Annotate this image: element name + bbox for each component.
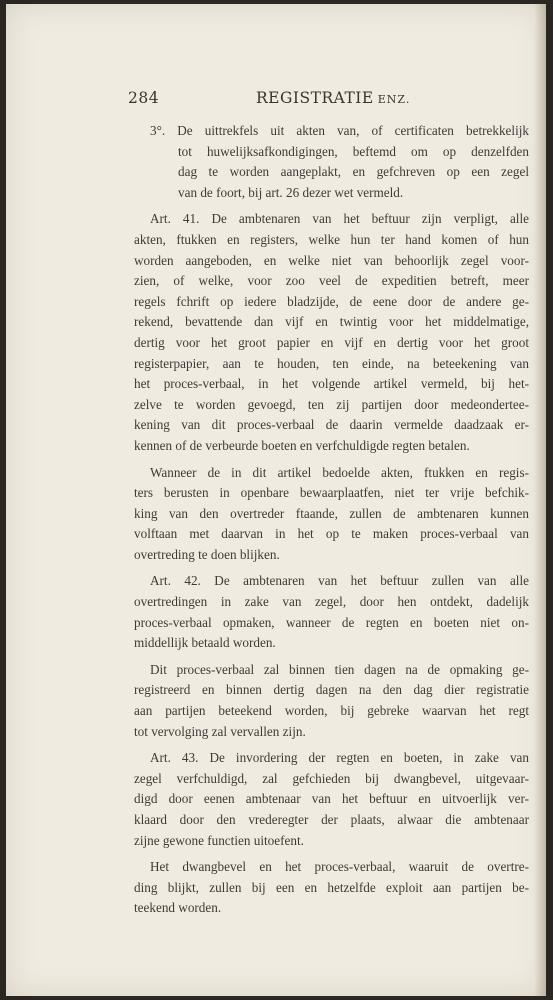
text-line: regels fchrift op iedere bladzijde, de eene door de andere ge- [134, 293, 529, 309]
text-line: ding blijkt, zullen bij een en hetzelfde exploit aan partijen be- [134, 879, 529, 895]
text-line: tot huwelijksafkondigingen, beftemd om op denzelfden [178, 143, 529, 159]
book-page [6, 4, 546, 996]
text-line: Dit proces-verbaal zal binnen tien dagen na de opmaking ge- [150, 661, 529, 677]
text-line: het proces-verbaal, in het volgende artikel vermeld, bij het- [134, 376, 529, 392]
text-line: aan partijen beteekend worden, bij gebreke waarvan het regt [134, 703, 529, 719]
text-line: digd door eenen ambtenaar van het beftuur en uitvoerlijk ver- [134, 791, 529, 807]
text-line: ters berusten in openbare bewaarplaatfen, niet ter vrije befchik- [134, 485, 529, 501]
text-line: king van den overtreder ftaande, zullen de ambtenaren kunnen [134, 505, 529, 521]
text-line: akten, ftukken en registers, welke hun ter hand komen of hun [134, 231, 529, 247]
text-line: dertig voor het groot papier en vijf en dertig voor het groot [134, 334, 529, 350]
enumerated-item [134, 121, 529, 203]
running-title-main: REGISTRATIE [256, 89, 374, 107]
running-title [256, 89, 410, 107]
text-line: Wanneer de in dit artikel bedoelde akten, ftukken en regis- [150, 464, 529, 480]
text-line: rekend, bevattende dan vijf en twintig voor het middelmatige, [134, 314, 529, 330]
text-line: teekend worden. [134, 900, 222, 916]
text-line: proces-verbaal opmaken, wanneer de regten en boeten niet on- [134, 614, 529, 630]
article-paragraph [134, 571, 529, 653]
text-line: volftaan met daarvan in het op te maken proces-verbaal van [134, 526, 529, 542]
text-line: kening van dit proces-verbaal de daarin vermelde daadzaak er- [134, 417, 529, 433]
text-line: Art. 42. De ambtenaren van het beftuur zullen van alle [150, 573, 529, 589]
text-line: Het dwangbevel en het proces-verbaal, waaruit de overtre- [150, 859, 529, 875]
running-title-small: ENZ. [377, 93, 411, 106]
text-line: zelve te worden gevoegd, ten zij partijen door medeondertee- [134, 396, 529, 412]
text-line: worden aangeboden, en welke niet van behoorlijk zegel voor- [134, 252, 529, 268]
page-number: 284 [128, 89, 160, 107]
text-line: 3°. De uittrekfels uit akten van, of certificaten betrekkelijk [150, 123, 529, 138]
text-line: kennen of de verbeurde boeten en verfchuldigde regten betalen. [134, 437, 470, 453]
text-line: registreerd en binnen dertig dagen na den dag dier registratie [134, 682, 529, 698]
page-edge-shadow [534, 4, 546, 996]
text-line: zien, of welke, voor zoo veel de expeditien betreft, meer [134, 273, 529, 289]
text-line: registerpapier, aan te houden, ten einde, na beteekening van [134, 355, 529, 371]
article-paragraph [134, 209, 529, 456]
article-paragraph [134, 463, 529, 566]
article-paragraph [134, 660, 529, 742]
article-paragraph [134, 748, 529, 851]
text-line: dag te worden aangeplakt, en gefchreven op een zegel [178, 164, 529, 180]
text-line: tot vervolging zal vervallen zijn. [134, 723, 306, 739]
text-line: Art. 43. De invordering der regten en boeten, in zake van [150, 750, 529, 766]
running-header [6, 89, 546, 111]
text-line: zijne gewone functien uitoefent. [134, 832, 304, 848]
body-text [134, 121, 529, 925]
text-line: klaard door den vrederegter der plaats, alwaar die ambtenaar [134, 812, 529, 827]
text-line: overtreding te doen blijken. [134, 546, 280, 562]
text-line: zegel verfchuldigd, zal gefchieden bij dwangbevel, uitgevaar- [134, 770, 529, 786]
text-line: overtredingen in zake van zegel, door hen ontdekt, dadelijk [134, 594, 529, 610]
article-paragraph [134, 857, 529, 919]
text-line: middellijk betaald worden. [134, 635, 276, 651]
text-line: Art. 41. De ambtenaren van het beftuur zijn verpligt, alle [150, 211, 529, 227]
text-line: van de foort, bij art. 26 dezer wet vermeld. [178, 184, 404, 200]
